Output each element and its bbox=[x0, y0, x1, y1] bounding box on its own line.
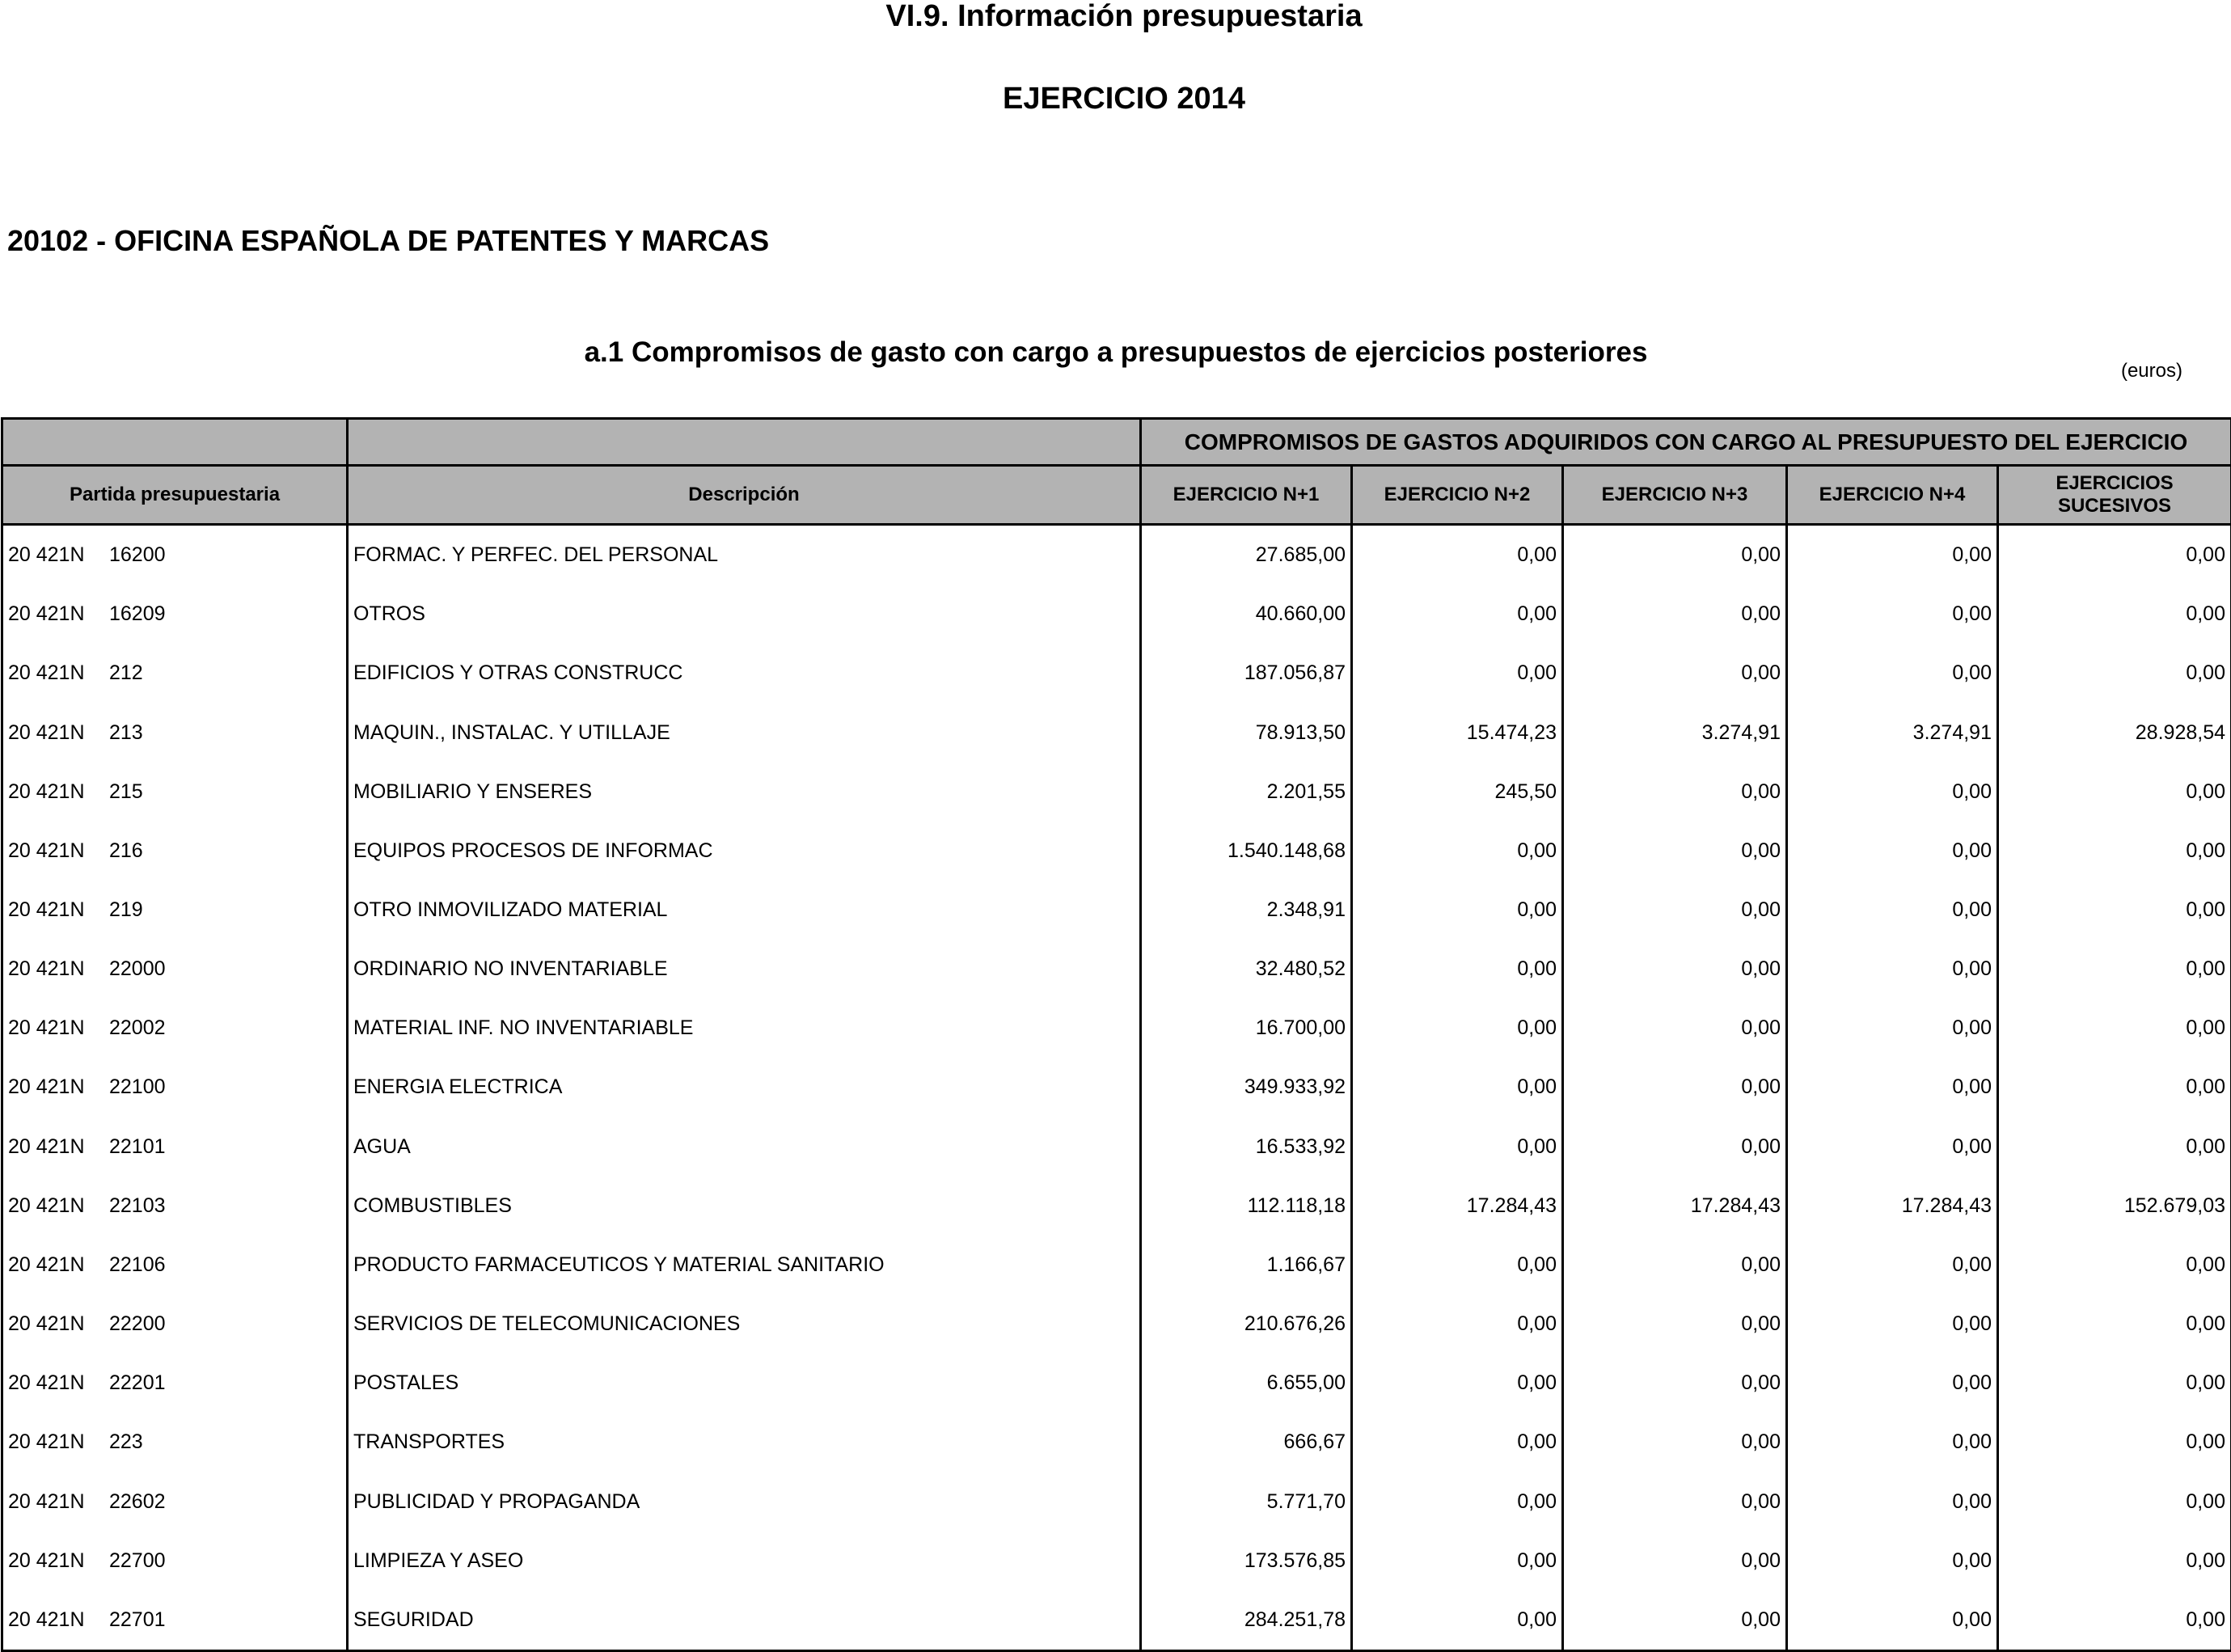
exercise-title: EJERCICIO 2014 bbox=[1003, 82, 1245, 116]
concept-code: 223 bbox=[109, 1430, 143, 1454]
program-code: 20 421N bbox=[8, 1608, 85, 1631]
ejercicio-n4-cell: 0,00 bbox=[1787, 1413, 1998, 1472]
section-title: VI.9. Información presupuestaria bbox=[885, 0, 1363, 33]
header-ejercicios-sucesivos: EJERCICIOS SUCESIVOS bbox=[1998, 466, 2231, 525]
concept-code: 16200 bbox=[109, 543, 166, 567]
description-cell: MAQUIN., INSTALAC. Y UTILLAJE bbox=[348, 703, 1141, 762]
ejercicio-n2-cell: 0,00 bbox=[1352, 881, 1563, 940]
partida-cell bbox=[2, 881, 348, 940]
partida-cell bbox=[2, 1236, 348, 1295]
table-row bbox=[2, 1413, 2231, 1472]
ejercicio-n3-cell: 3.274,91 bbox=[1563, 703, 1787, 762]
ejercicios-sucesivos-cell: 0,00 bbox=[1998, 1591, 2231, 1651]
partida-cell bbox=[2, 999, 348, 1058]
header-descripcion: Descripción bbox=[348, 466, 1141, 525]
partida-cell bbox=[2, 703, 348, 762]
header-ejercicio-n2: EJERCICIO N+2 bbox=[1352, 466, 1563, 525]
ejercicio-n1-cell: 40.660,00 bbox=[1141, 585, 1352, 644]
ejercicio-n2-cell: 0,00 bbox=[1352, 1058, 1563, 1117]
ejercicios-sucesivos-cell: 152.679,03 bbox=[1998, 1177, 2231, 1236]
ejercicio-n2-cell: 0,00 bbox=[1352, 525, 1563, 585]
group-header: COMPROMISOS DE GASTOS ADQUIRIDOS CON CARGO AL PRESUPUESTO DEL EJERCICIO bbox=[1141, 419, 2231, 466]
ejercicio-n1-cell: 349.933,92 bbox=[1141, 1058, 1352, 1117]
ejercicio-n2-cell: 0,00 bbox=[1352, 1472, 1563, 1532]
table-title: a.1 Compromisos de gasto con cargo a presupuestos de ejercicios posteriores bbox=[584, 336, 1648, 368]
description-cell: COMBUSTIBLES bbox=[348, 1177, 1141, 1236]
partida-cell bbox=[2, 1354, 348, 1413]
ejercicio-n1-cell: 173.576,85 bbox=[1141, 1532, 1352, 1591]
description-cell: EQUIPOS PROCESOS DE INFORMAC bbox=[348, 822, 1141, 881]
partida-cell bbox=[2, 1591, 348, 1651]
ejercicio-n1-cell: 5.771,70 bbox=[1141, 1472, 1352, 1532]
header-partida: Partida presupuestaria bbox=[2, 466, 348, 525]
table-row bbox=[2, 1472, 2231, 1532]
ejercicio-n4-cell: 0,00 bbox=[1787, 1236, 1998, 1295]
ejercicio-n4-cell: 0,00 bbox=[1787, 1591, 1998, 1651]
ejercicio-n2-cell: 0,00 bbox=[1352, 999, 1563, 1058]
ejercicio-n3-cell: 0,00 bbox=[1563, 1118, 1787, 1177]
ejercicio-n3-cell: 0,00 bbox=[1563, 822, 1787, 881]
partida-cell bbox=[2, 763, 348, 822]
concept-code: 22701 bbox=[109, 1608, 166, 1631]
ejercicios-sucesivos-cell: 0,00 bbox=[1998, 1058, 2231, 1117]
ejercicios-sucesivos-cell: 0,00 bbox=[1998, 1354, 2231, 1413]
ejercicio-n1-cell: 6.655,00 bbox=[1141, 1354, 1352, 1413]
ejercicio-n2-cell: 0,00 bbox=[1352, 1591, 1563, 1651]
ejercicios-sucesivos-cell: 0,00 bbox=[1998, 1118, 2231, 1177]
ejercicio-n1-cell: 16.700,00 bbox=[1141, 999, 1352, 1058]
ejercicio-n4-cell: 17.284,43 bbox=[1787, 1177, 1998, 1236]
partida-cell bbox=[2, 525, 348, 585]
ejercicio-n1-cell: 187.056,87 bbox=[1141, 644, 1352, 703]
header-ejercicio-n1: EJERCICIO N+1 bbox=[1141, 466, 1352, 525]
ejercicio-n3-cell: 0,00 bbox=[1563, 525, 1787, 585]
ejercicios-sucesivos-cell: 28.928,54 bbox=[1998, 703, 2231, 762]
table-row bbox=[2, 1236, 2231, 1295]
table-row bbox=[2, 999, 2231, 1058]
program-code: 20 421N bbox=[8, 957, 85, 981]
ejercicios-sucesivos-cell: 0,00 bbox=[1998, 644, 2231, 703]
table-row bbox=[2, 1295, 2231, 1354]
header-ejercicio-n4: EJERCICIO N+4 bbox=[1787, 466, 1998, 525]
ejercicio-n4-cell: 3.274,91 bbox=[1787, 703, 1998, 762]
program-code: 20 421N bbox=[8, 543, 85, 567]
concept-code: 22106 bbox=[109, 1253, 166, 1276]
program-code: 20 421N bbox=[8, 1371, 85, 1395]
ejercicio-n4-cell: 0,00 bbox=[1787, 644, 1998, 703]
program-code: 20 421N bbox=[8, 1134, 85, 1158]
program-code: 20 421N bbox=[8, 1548, 85, 1572]
ejercicio-n4-cell: 0,00 bbox=[1787, 525, 1998, 585]
ejercicio-n2-cell: 0,00 bbox=[1352, 585, 1563, 644]
concept-code: 219 bbox=[109, 898, 143, 922]
ejercicio-n4-cell: 0,00 bbox=[1787, 881, 1998, 940]
table-row bbox=[2, 1177, 2231, 1236]
concept-code: 215 bbox=[109, 780, 143, 803]
table-row bbox=[2, 1058, 2231, 1117]
ejercicio-n4-cell: 0,00 bbox=[1787, 822, 1998, 881]
ejercicio-n1-cell: 78.913,50 bbox=[1141, 703, 1352, 762]
program-code: 20 421N bbox=[8, 720, 85, 744]
budget-commitments-table bbox=[1, 417, 2231, 1652]
description-cell: MOBILIARIO Y ENSERES bbox=[348, 763, 1141, 822]
ejercicio-n3-cell: 0,00 bbox=[1563, 1295, 1787, 1354]
partida-cell bbox=[2, 1177, 348, 1236]
ejercicios-sucesivos-cell: 0,00 bbox=[1998, 1236, 2231, 1295]
ejercicio-n2-cell: 15.474,23 bbox=[1352, 703, 1563, 762]
ejercicio-n1-cell: 27.685,00 bbox=[1141, 525, 1352, 585]
ejercicio-n2-cell: 0,00 bbox=[1352, 1413, 1563, 1472]
ejercicio-n4-cell: 0,00 bbox=[1787, 763, 1998, 822]
ejercicio-n1-cell: 112.118,18 bbox=[1141, 1177, 1352, 1236]
partida-cell bbox=[2, 1532, 348, 1591]
ejercicio-n1-cell: 666,67 bbox=[1141, 1413, 1352, 1472]
concept-code: 22002 bbox=[109, 1016, 166, 1040]
ejercicio-n2-cell: 17.284,43 bbox=[1352, 1177, 1563, 1236]
ejercicios-sucesivos-cell: 0,00 bbox=[1998, 881, 2231, 940]
description-cell: SERVICIOS DE TELECOMUNICACIONES bbox=[348, 1295, 1141, 1354]
concept-code: 213 bbox=[109, 720, 143, 744]
ejercicio-n4-cell: 0,00 bbox=[1787, 999, 1998, 1058]
partida-cell bbox=[2, 1472, 348, 1532]
description-cell: POSTALES bbox=[348, 1354, 1141, 1413]
ejercicios-sucesivos-cell: 0,00 bbox=[1998, 1413, 2231, 1472]
ejercicio-n1-cell: 1.540.148,68 bbox=[1141, 822, 1352, 881]
concept-code: 22602 bbox=[109, 1489, 166, 1513]
ejercicio-n2-cell: 0,00 bbox=[1352, 1354, 1563, 1413]
ejercicios-sucesivos-cell: 0,00 bbox=[1998, 999, 2231, 1058]
ejercicio-n1-cell: 284.251,78 bbox=[1141, 1591, 1352, 1651]
table-row bbox=[2, 585, 2231, 644]
partida-cell bbox=[2, 644, 348, 703]
description-cell: SEGURIDAD bbox=[348, 1591, 1141, 1651]
program-code: 20 421N bbox=[8, 1489, 85, 1513]
ejercicio-n4-cell: 0,00 bbox=[1787, 1354, 1998, 1413]
ejercicio-n2-cell: 0,00 bbox=[1352, 644, 1563, 703]
table-row bbox=[2, 1354, 2231, 1413]
ejercicio-n2-cell: 0,00 bbox=[1352, 1532, 1563, 1591]
concept-code: 22000 bbox=[109, 957, 166, 981]
concept-code: 16209 bbox=[109, 602, 166, 626]
program-code: 20 421N bbox=[8, 1253, 85, 1276]
concept-code: 22200 bbox=[109, 1312, 166, 1336]
description-cell: TRANSPORTES bbox=[348, 1413, 1141, 1472]
program-code: 20 421N bbox=[8, 661, 85, 685]
ejercicio-n1-cell: 32.480,52 bbox=[1141, 940, 1352, 999]
ejercicio-n3-cell: 0,00 bbox=[1563, 999, 1787, 1058]
ejercicio-n3-cell: 0,00 bbox=[1563, 1236, 1787, 1295]
units-label: (euros) bbox=[2120, 360, 2182, 382]
blank-header-cell bbox=[2, 419, 348, 466]
ejercicio-n4-cell: 0,00 bbox=[1787, 585, 1998, 644]
ejercicio-n3-cell: 0,00 bbox=[1563, 644, 1787, 703]
ejercicios-sucesivos-cell: 0,00 bbox=[1998, 525, 2231, 585]
ejercicio-n3-cell: 0,00 bbox=[1563, 1532, 1787, 1591]
ejercicio-n2-cell: 0,00 bbox=[1352, 822, 1563, 881]
ejercicio-n2-cell: 0,00 bbox=[1352, 940, 1563, 999]
ejercicio-n4-cell: 0,00 bbox=[1787, 1118, 1998, 1177]
partida-cell bbox=[2, 940, 348, 999]
table-row bbox=[2, 1118, 2231, 1177]
table-row bbox=[2, 822, 2231, 881]
ejercicio-n3-cell: 0,00 bbox=[1563, 881, 1787, 940]
program-code: 20 421N bbox=[8, 780, 85, 803]
concept-code: 216 bbox=[109, 839, 143, 862]
ejercicio-n3-cell: 0,00 bbox=[1563, 1058, 1787, 1117]
description-cell: LIMPIEZA Y ASEO bbox=[348, 1532, 1141, 1591]
table-row bbox=[2, 525, 2231, 585]
ejercicio-n1-cell: 2.201,55 bbox=[1141, 763, 1352, 822]
ejercicios-sucesivos-cell: 0,00 bbox=[1998, 940, 2231, 999]
concept-code: 22103 bbox=[109, 1194, 166, 1217]
column-header-row bbox=[2, 466, 2231, 525]
concept-code: 22100 bbox=[109, 1075, 166, 1099]
ejercicio-n3-cell: 0,00 bbox=[1563, 585, 1787, 644]
program-code: 20 421N bbox=[8, 1312, 85, 1336]
description-cell: EDIFICIOS Y OTRAS CONSTRUCC bbox=[348, 644, 1141, 703]
ejercicio-n1-cell: 16.533,92 bbox=[1141, 1118, 1352, 1177]
ejercicio-n1-cell: 2.348,91 bbox=[1141, 881, 1352, 940]
partida-cell bbox=[2, 585, 348, 644]
table-row bbox=[2, 940, 2231, 999]
ejercicios-sucesivos-cell: 0,00 bbox=[1998, 822, 2231, 881]
ejercicio-n3-cell: 0,00 bbox=[1563, 1472, 1787, 1532]
partida-cell bbox=[2, 1295, 348, 1354]
program-code: 20 421N bbox=[8, 1075, 85, 1099]
ejercicios-sucesivos-cell: 0,00 bbox=[1998, 763, 2231, 822]
concept-code: 22201 bbox=[109, 1371, 166, 1395]
ejercicios-sucesivos-cell: 0,00 bbox=[1998, 585, 2231, 644]
description-cell: PUBLICIDAD Y PROPAGANDA bbox=[348, 1472, 1141, 1532]
partida-cell bbox=[2, 1413, 348, 1472]
ejercicio-n4-cell: 0,00 bbox=[1787, 1472, 1998, 1532]
table-row bbox=[2, 763, 2231, 822]
partida-cell bbox=[2, 822, 348, 881]
ejercicio-n3-cell: 17.284,43 bbox=[1563, 1177, 1787, 1236]
ejercicio-n3-cell: 0,00 bbox=[1563, 940, 1787, 999]
table-row bbox=[2, 644, 2231, 703]
program-code: 20 421N bbox=[8, 898, 85, 922]
description-cell: PRODUCTO FARMACEUTICOS Y MATERIAL SANITARIO bbox=[348, 1236, 1141, 1295]
ejercicios-sucesivos-cell: 0,00 bbox=[1998, 1295, 2231, 1354]
description-cell: OTROS bbox=[348, 585, 1141, 644]
ejercicios-sucesivos-cell: 0,00 bbox=[1998, 1532, 2231, 1591]
group-header-row bbox=[2, 419, 2231, 466]
table-row bbox=[2, 881, 2231, 940]
description-cell: AGUA bbox=[348, 1118, 1141, 1177]
table-row bbox=[2, 1591, 2231, 1651]
program-code: 20 421N bbox=[8, 602, 85, 626]
ejercicio-n2-cell: 0,00 bbox=[1352, 1236, 1563, 1295]
description-cell: OTRO INMOVILIZADO MATERIAL bbox=[348, 881, 1141, 940]
description-cell: ORDINARIO NO INVENTARIABLE bbox=[348, 940, 1141, 999]
program-code: 20 421N bbox=[8, 839, 85, 862]
concept-code: 212 bbox=[109, 661, 143, 685]
ejercicio-n3-cell: 0,00 bbox=[1563, 1413, 1787, 1472]
ejercicio-n2-cell: 245,50 bbox=[1352, 763, 1563, 822]
ejercicios-sucesivos-cell: 0,00 bbox=[1998, 1472, 2231, 1532]
ejercicio-n4-cell: 0,00 bbox=[1787, 1295, 1998, 1354]
ejercicio-n4-cell: 0,00 bbox=[1787, 1532, 1998, 1591]
ejercicio-n3-cell: 0,00 bbox=[1563, 1354, 1787, 1413]
ejercicio-n1-cell: 210.676,26 bbox=[1141, 1295, 1352, 1354]
ejercicio-n4-cell: 0,00 bbox=[1787, 940, 1998, 999]
partida-cell bbox=[2, 1118, 348, 1177]
ejercicio-n3-cell: 0,00 bbox=[1563, 1591, 1787, 1651]
ejercicio-n4-cell: 0,00 bbox=[1787, 1058, 1998, 1117]
table-row bbox=[2, 1532, 2231, 1591]
description-cell: FORMAC. Y PERFEC. DEL PERSONAL bbox=[348, 525, 1141, 585]
concept-code: 22700 bbox=[109, 1548, 166, 1572]
table-row bbox=[2, 703, 2231, 762]
ejercicio-n2-cell: 0,00 bbox=[1352, 1295, 1563, 1354]
blank-header-cell bbox=[348, 419, 1141, 466]
description-cell: ENERGIA ELECTRICA bbox=[348, 1058, 1141, 1117]
ejercicio-n2-cell: 0,00 bbox=[1352, 1118, 1563, 1177]
organism-heading: 20102 - OFICINA ESPAÑOLA DE PATENTES Y MARCAS bbox=[7, 224, 770, 257]
ejercicio-n3-cell: 0,00 bbox=[1563, 763, 1787, 822]
partida-cell bbox=[2, 1058, 348, 1117]
program-code: 20 421N bbox=[8, 1430, 85, 1454]
ejercicio-n1-cell: 1.166,67 bbox=[1141, 1236, 1352, 1295]
description-cell: MATERIAL INF. NO INVENTARIABLE bbox=[348, 999, 1141, 1058]
header-ejercicio-n3: EJERCICIO N+3 bbox=[1563, 466, 1787, 525]
concept-code: 22101 bbox=[109, 1134, 166, 1158]
program-code: 20 421N bbox=[8, 1016, 85, 1040]
program-code: 20 421N bbox=[8, 1194, 85, 1217]
